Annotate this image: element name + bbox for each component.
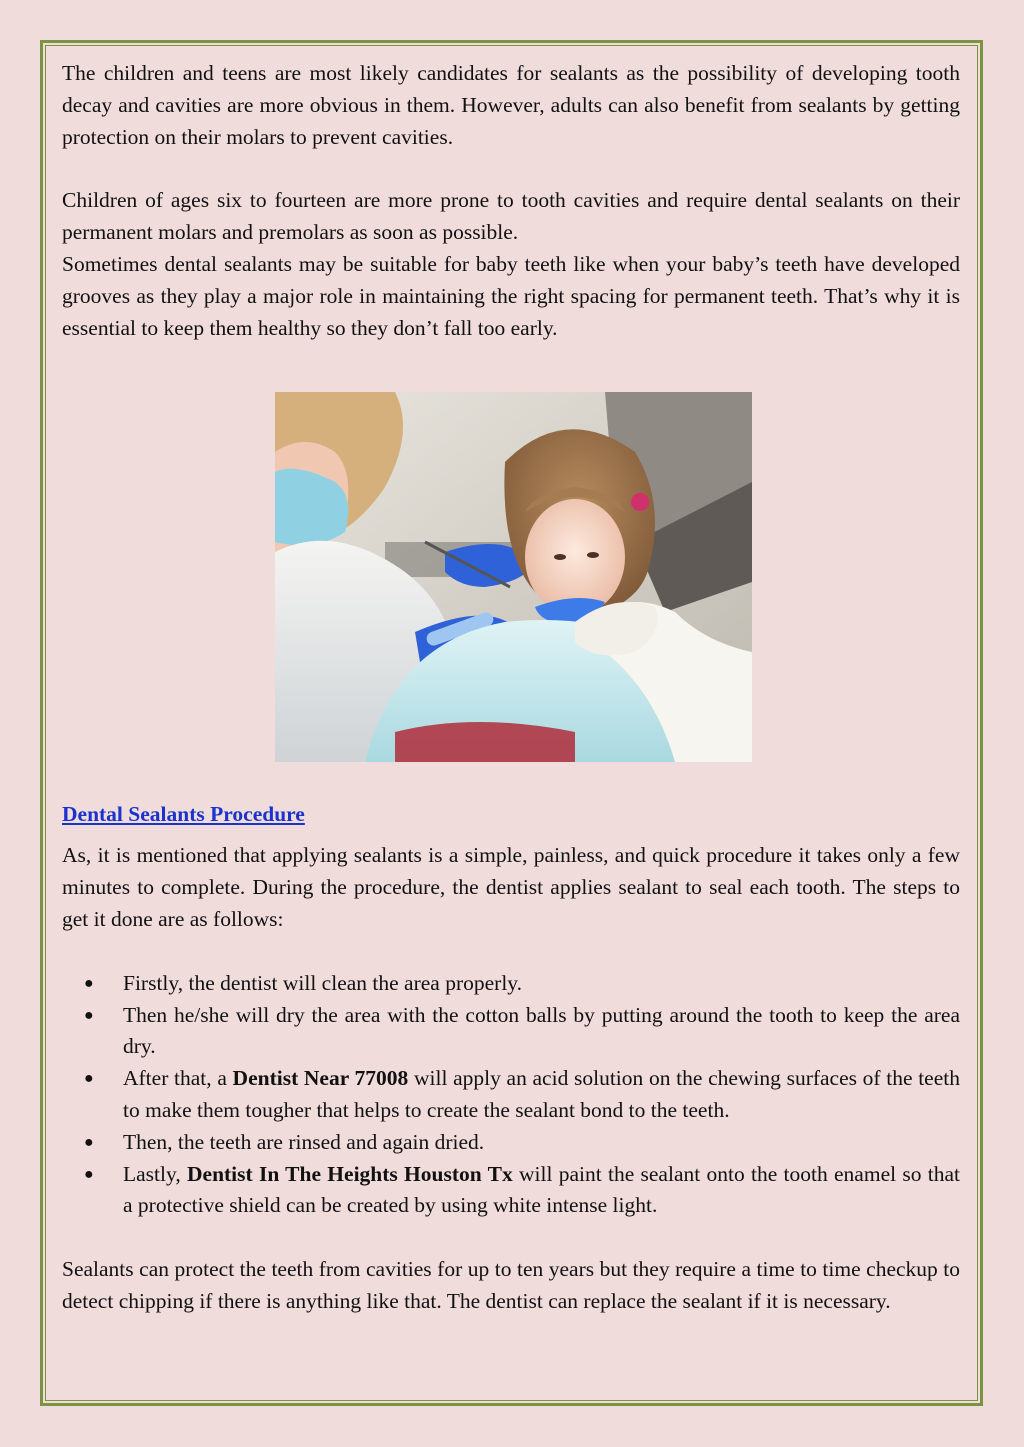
paragraph-gap xyxy=(62,153,960,185)
dentist-heights-link: Dentist In The Heights Houston Tx xyxy=(187,1161,513,1186)
bullet-icon: ● xyxy=(84,1070,94,1088)
dentist-child-photo xyxy=(275,392,752,762)
list-item xyxy=(62,1159,960,1223)
list-item xyxy=(62,968,960,1000)
step-text-post: will paint the sealant onto the tooth enamel so that a protective shield can be created by using white intense light. xyxy=(123,1161,960,1218)
bullet-icon: ● xyxy=(84,1133,94,1151)
paragraph-gap xyxy=(62,1222,960,1254)
list-item xyxy=(62,1000,960,1064)
list-item xyxy=(62,1063,960,1127)
procedure-steps-list xyxy=(62,968,960,1222)
step-text: Firstly, the dentist will clean the area properly. xyxy=(123,970,523,995)
intro-paragraph-3: Sometimes dental sealants may be suitable for baby teeth like when your baby’s teeth have developed grooves as they play a major role in maintaining the right spacing for permanent teeth. That’s why it is essential to keep them healthy so they don’t fall too early. xyxy=(62,251,960,340)
step-text-post: will apply an acid solution on the chewing surfaces of the teeth to make them tougher that helps to create the sealant bond to the teeth. xyxy=(123,1066,960,1122)
procedure-intro-paragraph: As, it is mentioned that applying sealants is a simple, painless, and quick procedure it takes only a few minutes to complete. During the procedure, the dentist applies sealant to seal each tooth. The steps to get it done are as follows: xyxy=(62,843,960,931)
step-text-pre: After that, a xyxy=(123,1066,233,1091)
bullet-icon: ● xyxy=(84,974,94,992)
section-heading-link[interactable]: Dental Sealants Procedure xyxy=(62,802,305,827)
bullet-icon: ● xyxy=(84,1165,94,1183)
list-item xyxy=(62,1127,960,1159)
step-text: Then he/she will dry the area with the cotton balls by putting around the tooth to keep the area dry. xyxy=(123,1002,960,1059)
step-text-pre: Lastly, xyxy=(123,1161,187,1186)
document-body xyxy=(62,58,960,1318)
intro-paragraph-2: Children of ages six to fourteen are more prone to tooth cavities and require dental sealants on their permanent molars and premolars as soon as possible. xyxy=(62,188,960,245)
bullet-icon: ● xyxy=(84,1006,94,1024)
closing-paragraph: Sealants can protect the teeth from cavities for up to ten years but they require a time to time checkup to detect chipping if there is anything like that. The dentist can replace the sealant if it is necessary. xyxy=(62,1257,960,1313)
intro-paragraph-1: The children and teens are most likely candidates for sealants as the possibility of developing tooth decay and cavities are more obvious in them. However, adults can also benefit from sealants by getting protection on their molars to prevent cavities. xyxy=(62,61,960,149)
step-text: Then, the teeth are rinsed and again dried. xyxy=(123,1129,485,1154)
dentist-near-link: Dentist Near 77008 xyxy=(232,1066,409,1091)
paragraph-gap xyxy=(62,936,960,968)
